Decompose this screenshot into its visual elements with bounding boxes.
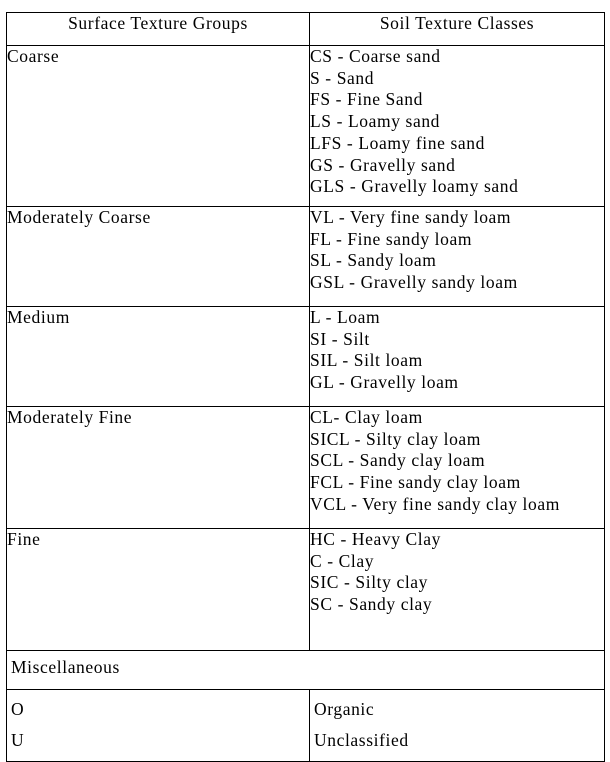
table-row	[7, 46, 605, 207]
class-item: SIC - Silty clay	[310, 572, 429, 593]
soil-texture-table	[6, 12, 605, 762]
class-item: CL- Clay loam	[310, 407, 423, 427]
header-surface-texture-groups: Surface Texture Groups	[7, 13, 310, 46]
misc-code-cell	[7, 690, 310, 762]
class-item: VCL - Very fine sandy clay loam	[310, 493, 560, 514]
table-row	[7, 207, 605, 307]
misc-description-cell	[310, 690, 605, 762]
miscellaneous-label: Miscellaneous	[7, 651, 605, 690]
table-row	[7, 307, 605, 407]
class-item: SL - Sandy loam	[310, 250, 437, 271]
misc-description: Organic	[314, 699, 375, 719]
class-item: S - Sand	[310, 67, 375, 88]
class-item: SIL - Silt loam	[310, 350, 423, 371]
class-item: HC - Heavy Clay	[310, 529, 441, 549]
class-item: GL - Gravelly loam	[310, 372, 459, 393]
group-name: Moderately Coarse	[7, 207, 310, 307]
class-item: SCL - Sandy clay loam	[310, 450, 486, 471]
class-list	[310, 307, 605, 407]
class-list	[310, 529, 605, 651]
table-row	[7, 529, 605, 651]
class-item: LS - Loamy sand	[310, 111, 441, 132]
class-item: GLS - Gravelly loamy sand	[310, 176, 519, 197]
class-item: LFS - Loamy fine sand	[310, 132, 485, 153]
class-item: SICL - Silty clay loam	[310, 428, 482, 449]
table-row	[7, 651, 605, 690]
class-item: VL - Very fine sandy loam	[310, 207, 512, 227]
class-item: C - Clay	[310, 550, 375, 571]
class-item: CS - Coarse sand	[310, 46, 441, 66]
class-item: L - Loam	[310, 307, 381, 327]
class-item: FL - Fine sandy loam	[310, 228, 473, 249]
group-name: Coarse	[7, 46, 310, 207]
class-item: SC - Sandy clay	[310, 594, 433, 615]
table-row	[7, 407, 605, 529]
class-item: GS - Gravelly sand	[310, 154, 456, 175]
misc-code: O	[11, 699, 25, 719]
group-name: Medium	[7, 307, 310, 407]
class-list	[310, 46, 605, 207]
class-item: FS - Fine Sand	[310, 89, 423, 110]
group-name: Moderately Fine	[7, 407, 310, 529]
header-soil-texture-classes: Soil Texture Classes	[310, 13, 605, 46]
misc-description: Unclassified	[314, 730, 409, 750]
group-name: Fine	[7, 529, 310, 651]
misc-code: U	[11, 730, 25, 750]
table-row	[7, 690, 605, 762]
class-item: GSL - Gravelly sandy loam	[310, 272, 518, 293]
table-header-row	[7, 13, 605, 46]
class-list	[310, 407, 605, 529]
class-list	[310, 207, 605, 307]
class-item: FCL - Fine sandy clay loam	[310, 472, 521, 493]
class-item: SI - Silt	[310, 328, 370, 349]
